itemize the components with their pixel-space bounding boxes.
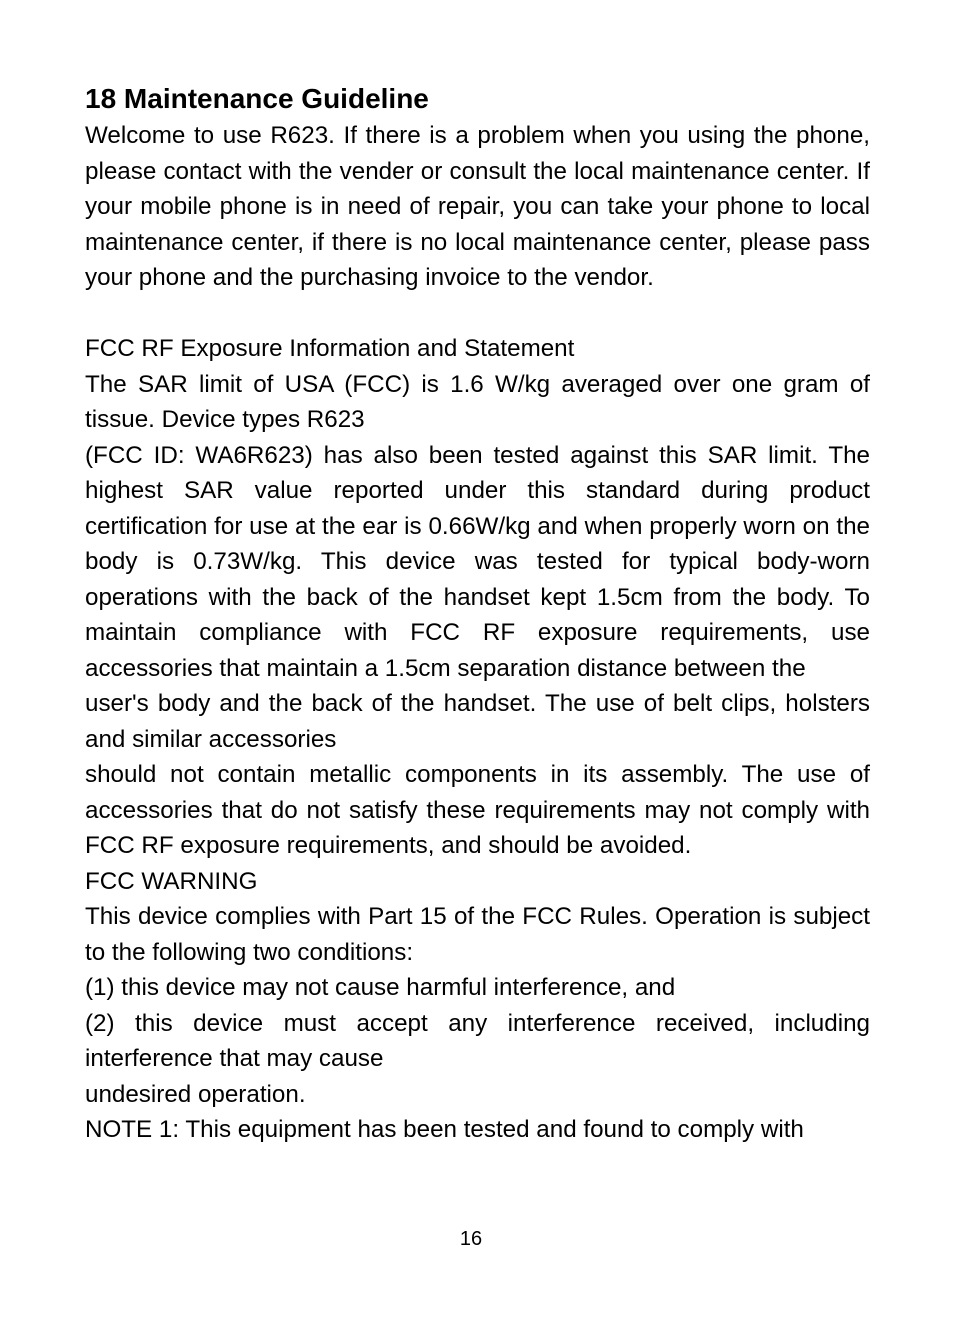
metallic-components-paragraph: should not contain metallic components in its assembly. The use of accessories that do not satisfy these requirements may not comply with FCC RF exposure requirements, and should be avoided. xyxy=(85,761,870,859)
condition-1-paragraph: (1) this device may not cause harmful interference, and xyxy=(85,974,676,1001)
condition-2-paragraph: (2) this device must accept any interference received, including interference that may cause xyxy=(85,1009,870,1072)
section-heading: 18 Maintenance Guideline xyxy=(85,83,429,114)
fcc-id-paragraph: (FCC ID: WA6R623) has also been tested against this SAR limit. The highest SAR value reported under this standard during product certification for use at the ear is 0.66W/kg and when properly worn on the body is 0.73W/kg. This device was tested for typical body-worn operations with the back of the handset kept 1.5cm from the body. To maintain compliance with FCC RF exposure requirements, use accessories that maintain a 1.5cm separation distance between the xyxy=(85,441,870,682)
belt-clip-paragraph: user's body and the back of the handset. The use of belt clips, holsters and similar accessories xyxy=(85,690,870,753)
note-1-paragraph: NOTE 1: This equipment has been tested and found to comply with xyxy=(85,1116,804,1143)
maintenance-paragraph: Welcome to use R623. If there is a problem when you using the phone, please contact with the vender or consult the local maintenance center. If your mobile phone is in need of repair, you can take your phone to local maintenance center, if there is no local maintenance center, please pass your phone and the purchasing invoice to the vendor. xyxy=(85,122,870,291)
paragraph-spacer xyxy=(85,296,870,332)
page-body xyxy=(85,80,870,1148)
page-number: 16 xyxy=(459,1228,483,1250)
undesired-operation-paragraph: undesired operation. xyxy=(85,1080,306,1108)
fcc-rf-exposure-title: FCC RF Exposure Information and Statement xyxy=(85,335,575,362)
sar-limit-paragraph: The SAR limit of USA (FCC) is 1.6 W/kg averaged over one gram of tissue. Device types R623 xyxy=(85,370,870,433)
part-15-paragraph: This device complies with Part 15 of the FCC Rules. Operation is subject to the following two conditions: xyxy=(85,903,870,966)
fcc-warning-title: FCC WARNING xyxy=(85,867,258,895)
